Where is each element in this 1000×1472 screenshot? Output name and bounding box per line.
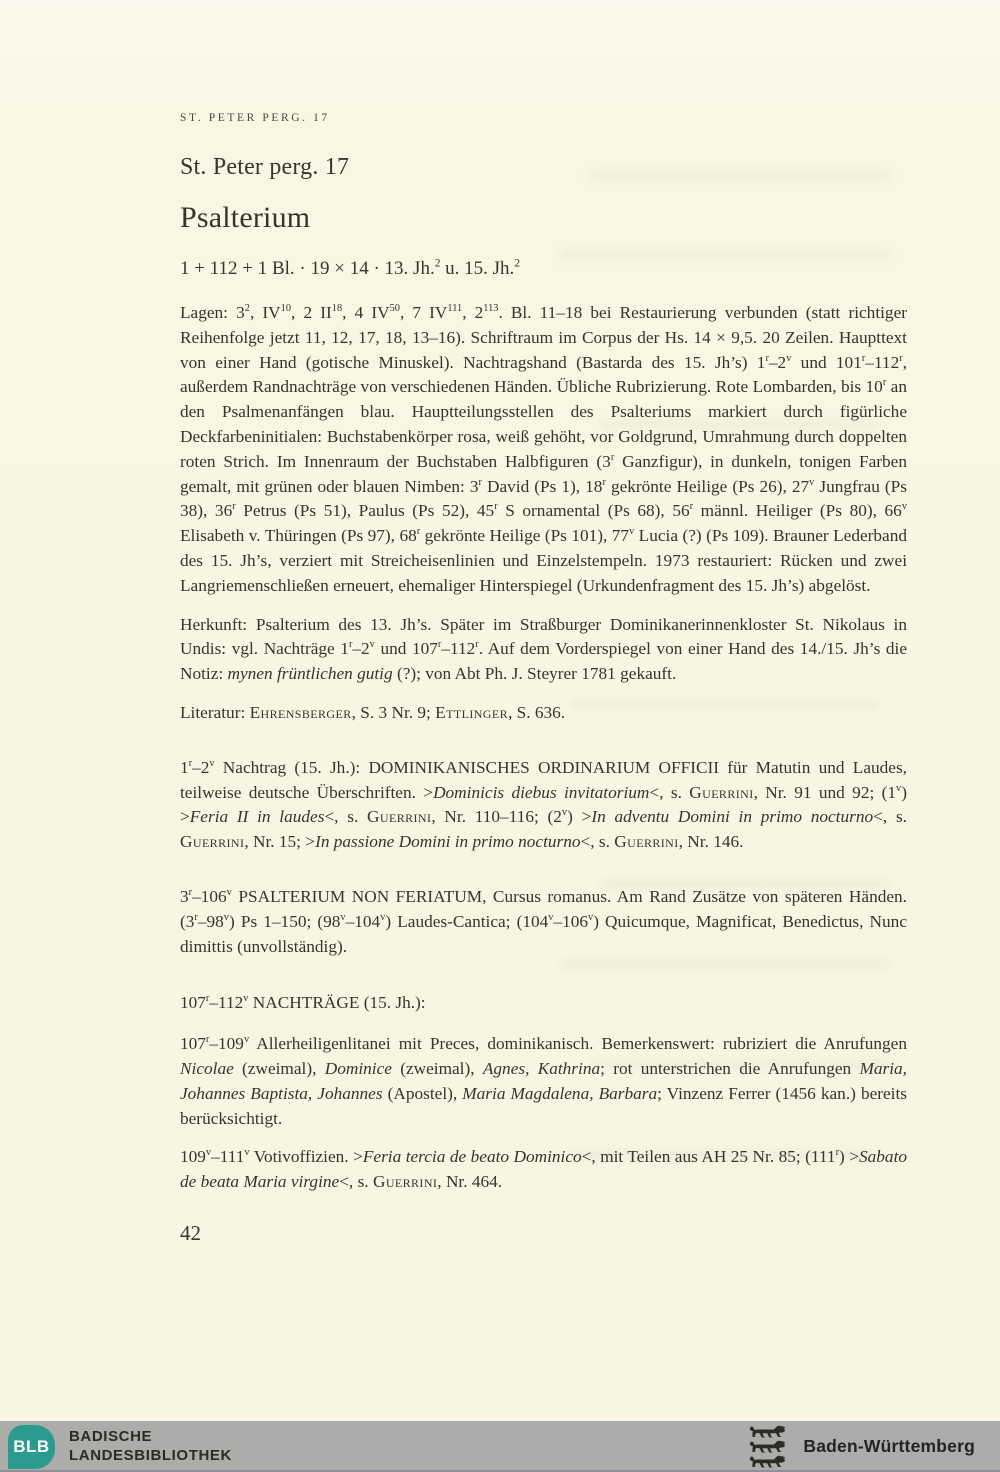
library-name [69,1428,232,1465]
state-name: Baden-Württemberg [803,1436,975,1456]
paragraph-lagen: Lagen: $3^2$, IV$^{10}$, 2 II$^{18}$, 4 IV$^{50}$, 7 IV$^{111}$, $2^{113}$. Bl. 11–18 bei Restaurierung verbunden (statt richtiger Reihenfolge jetzt 11, 12, 17, 18, 13–16). Schriftraum im Corpus der Hs. 14 × 9,5. 20 Zeilen. Haupttext von einer Hand (gotische Minuskel). Nachtragshand (Bastarda des 15. Jh’s) 1$^r$–2$^v$ und 101$^r$–112$^r$, außerdem Randnachträge von verschiedenen Händen. Übliche Rubrizierung. Rote Lombarden, bis 10$^r$ an den Psalmenanfängen blau. Hauptteilungsstellen des Psalteriums markiert durch figürliche Deckfarbeninitialen: Buchstabenkörper rosa, weiß gehöht, vor Goldgrund, Umrahmung durch doppelten roten Strich. Im Innenraum der Buchstaben Halbfiguren (3$^r$ Ganzfigur), in dunkeln, tonigen Farben gemalt, mit grünen oder blauen Nimben: 3$^r$ David (Ps 1), 18$^r$ gekrönte Heilige (Ps 26), 27$^v$ Jungfrau (Ps 38), 36$^r$ Petrus (Ps 51), Paulus (Ps 52), 45$^r$ S ornamental (Ps 68), 56$^r$ männl. Heiliger (Ps 80), 66$^v$ Elisabeth v. Thüringen (Ps 97), 68$^r$ gekrönte Heilige (Ps 101), 77$^v$ Lucia (?) (Ps 109). Brauner Lederband des 15. Jh’s, verziert mit Streicheisenlinien und Einzelstempeln. 1973 restauriert: Rücken und zwei Langriemenschließen erneuert, ehemaliger Hinterspiegel (Urkundenfragment des 15. Jh’s) abgelöst. [180,303,908,595]
running-header: ST. PETER PERG. 17 [180,112,330,124]
blb-logo [8,1425,55,1469]
collation-line: 1 + 112 + 1 Bl. · 19 × 14 · 13. Jh.$^2$ u. 15. Jh.$^2$ [180,257,521,279]
footer-state-group [747,1421,975,1472]
paragraph-psalterium-non-feriatum: 3$^r$–106$^v$ PSALTERIUM NON FERIATUM, Cursus romanus. Am Rand Zusätze von späteren Händen. (3$^r$–98$^v$) Ps 1–150; (98$^v$–104$^v$) Laudes-Cantica; (104$^v$–106$^v$) Quicumque, Magnificat, Benedictus, Nunc dimittis (unvollständig). [180,886,907,956]
library-name-line1: BADISCHE [69,1428,153,1445]
page-number: 42 [180,1220,201,1245]
baden-wuerttemberg-coat-of-arms-icon [747,1424,789,1470]
paragraph-litanei: 107$^r$–109$^v$ Allerheiligenlitanei mit Preces, dominikanisch. Bemerkenswert: rubriziert die Anrufungen Nicolae (zweimal), Dominice (zweimal), Agnes, Kathrina; rot unterstrichen die Anrufungen Maria, Johannes Baptista, Johannes (Apostel), Maria Magdalena, Barbara; Vinzenz Ferrer (1456 kan.) bereits berücksichtigt. [180,1034,908,1128]
manuscript-title: Psalterium [180,201,311,234]
paragraph-literatur: Literatur: Ehrensberger, S. 3 Nr. 9; Ettlinger, S. 636. [180,702,566,722]
catalog-entry [180,112,907,1246]
paragraph-votivoffizien: 109$^v$–111$^v$ Votivoffizien. >Feria tercia de beato Dominico<, mit Teilen aus AH 25 Nr. 85; $(111^r)$ >Sabato de beata Maria virgine<, s. Guerrini, Nr. 464. [180,1147,908,1192]
paragraph-nachtrag-1r-2v: 1$^r$–2$^v$ Nachtrag (15. Jh.): DOMINIKANISCHES ORDINARIUM OFFICII für Matutin und Laudes, teilweise deutsche Überschriften. >Dominicis diebus invitatorium<, s. Guerrini, Nr. 91 und 92; $(1^v)$ >Feria II in laudes<, s. Guerrini, Nr. 110–116; $(2^v) >In$ adventu Domini in primo nocturno<, s. Guerrini, Nr. 15; >In passione Domini in primo nocturno<, s. Guerrini, Nr. 146. [180,757,907,852]
footer-bar [0,1421,1000,1472]
blb-logo-text: BLB [13,1436,50,1456]
paragraph-herkunft: Herkunft: Psalterium des 13. Jh’s. Später im Straßburger Dominikanerinnenkloster St. Nikolaus in Undis: vgl. Nachträge 1$^r$–2$^v$ und 107$^r$–112$^r$. Auf dem Vorderspiegel von einer Hand des 14./15. Jh’s die Notiz: mynen früntlichen gutig (?); von Abt Ph. J. Steyrer 1781 gekauft. [180,614,908,684]
heading-nachtraege: 107$^r$–112$^v$ NACHTRÄGE (15. Jh.): [180,993,426,1013]
library-name-line2: LANDESBIBLIOTHEK [69,1446,232,1464]
shelfmark-title: St. Peter perg. 17 [180,154,350,180]
